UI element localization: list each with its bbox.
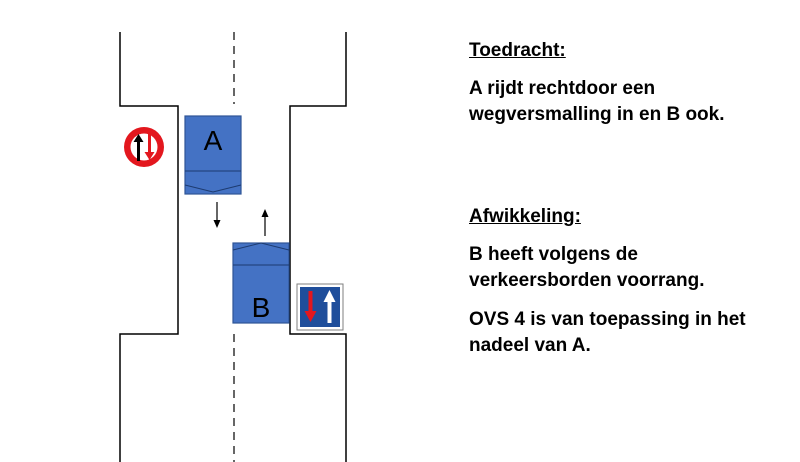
left-road-edge	[120, 32, 178, 462]
arrow-b-up-icon	[262, 209, 269, 236]
heading-settlement: Afwikkeling:	[469, 206, 581, 227]
sign-oncoming-priority-icon	[124, 127, 164, 167]
settlement-text-1: B heeft volgens de verkeersborden voorrang.	[469, 244, 705, 291]
vehicle-b	[233, 243, 289, 323]
vehicle-b-label: B	[251, 292, 271, 323]
vehicle-a-label: A	[203, 125, 223, 156]
arrow-a-down-icon	[214, 202, 221, 228]
vehicle-a	[185, 116, 241, 194]
heading-circumstances: Toedracht:	[469, 40, 566, 61]
settlement-text-2: OVS 4 is van toepassing in het nadeel van A.	[469, 309, 746, 356]
right-road-edge	[290, 32, 346, 462]
circumstances-text: A rijdt rechtdoor een wegversmalling in en B ook.	[469, 78, 725, 125]
sign-priority-over-oncoming-icon	[297, 284, 343, 330]
